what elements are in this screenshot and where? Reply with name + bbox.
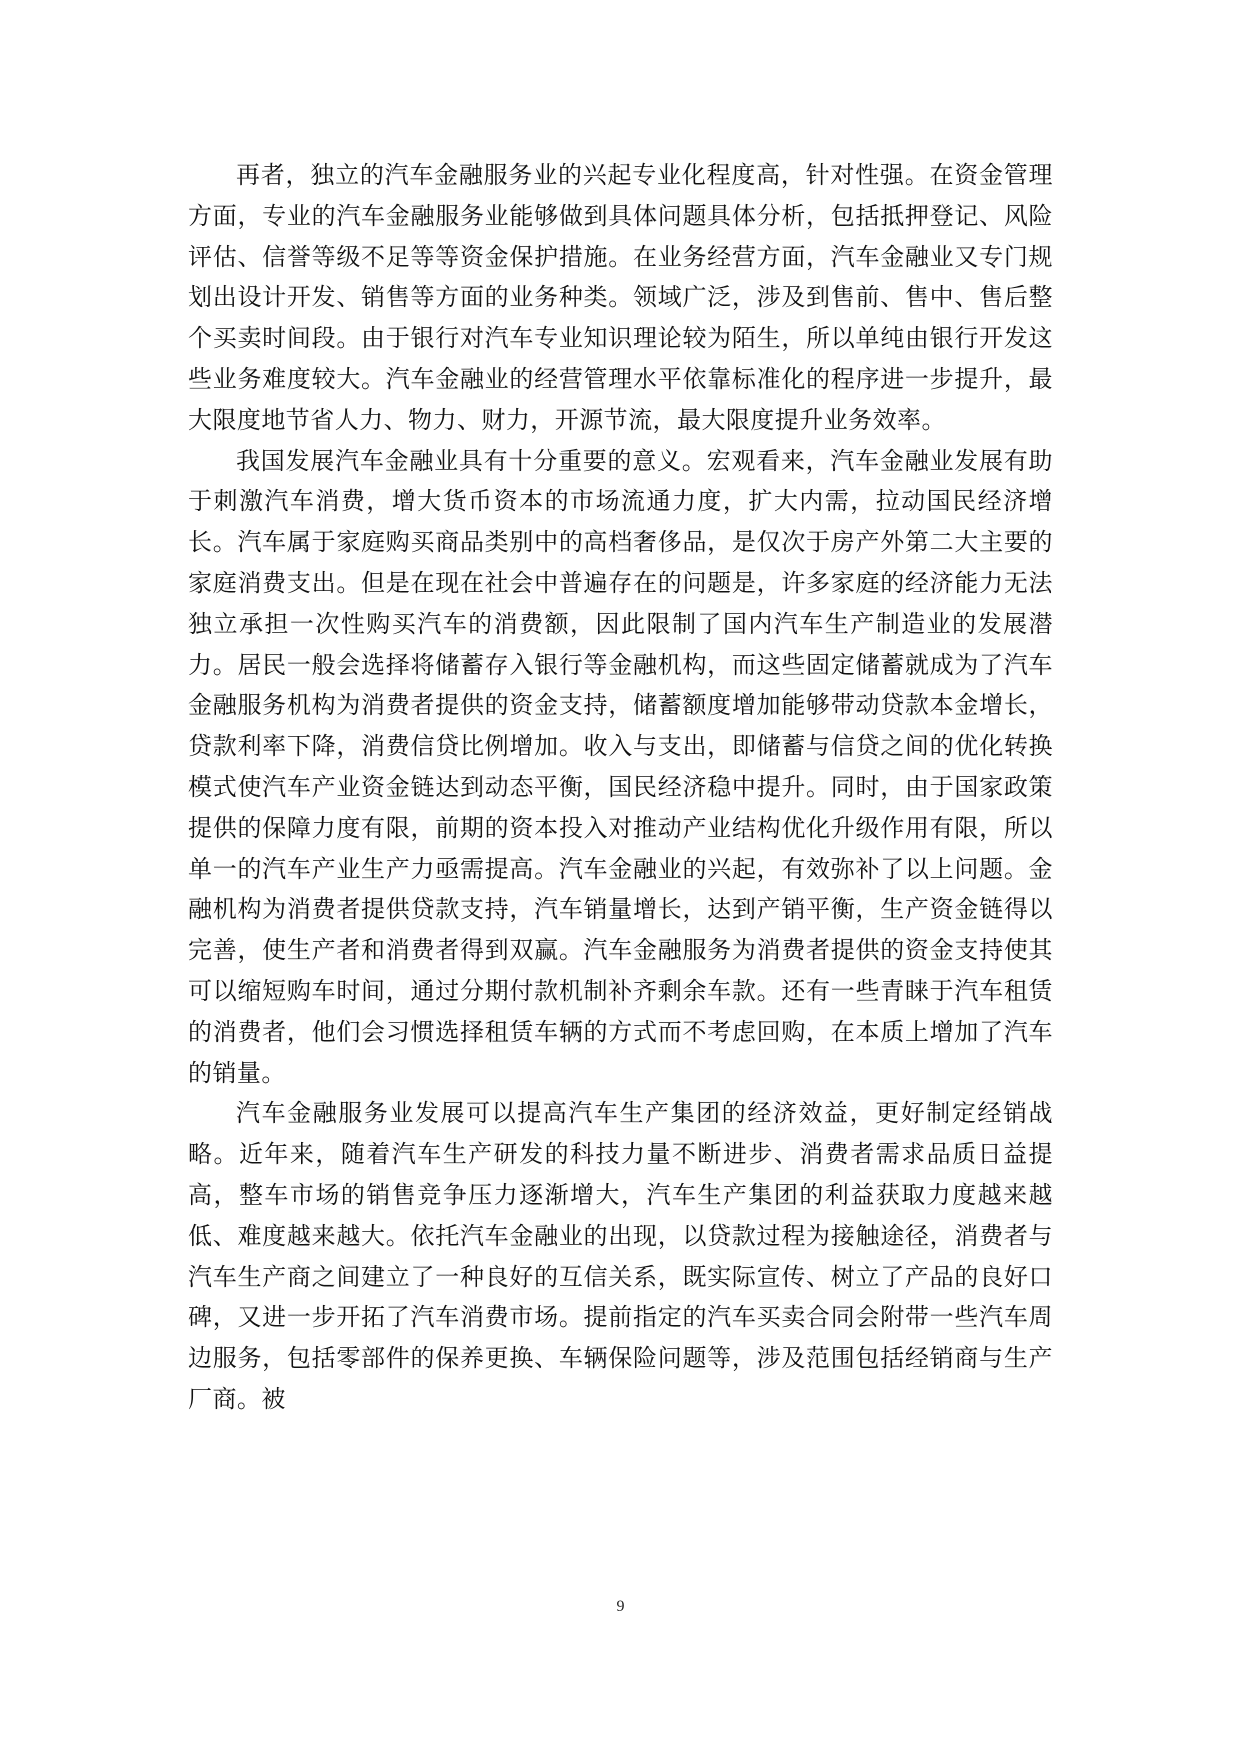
paragraph-1: 再者，独立的汽车金融服务业的兴起专业化程度高，针对性强。在资金管理方面，专业的汽车金融服务业能够做到具体问题具体分析，包括抵押登记、风险评估、信誉等级不足等等资金保护措施。在业务经营方面，汽车金融业又专门规划出设计开发、销售等方面的业务种类。领域广泛，涉及到售前、售中、售后整个买卖时间段。由于银行对汽车专业知识理论较为陌生，所以单纯由银行开发这些业务难度较大。汽车金融业的经营管理水平依靠标准化的程序进一步提升，最大限度地节省人力、物力、财力，开源节流，最大限度提升业务效率。 bbox=[188, 161, 1053, 434]
paragraph-3: 汽车金融服务业发展可以提高汽车生产集团的经济效益，更好制定经销战略。近年来，随着汽车生产研发的科技力量不断进步、消费者需求品质日益提高，整车市场的销售竞争压力逐渐增大，汽车生产集团的利益获取力度越来越低、难度越来越大。依托汽车金融业的出现，以贷款过程为接触途径，消费者与汽车生产商之间建立了一种良好的互信关系，既实际宣传、树立了产品的良好口碑，又进一步开拓了汽车消费市场。提前指定的汽车买卖合同会附带一些汽车周边服务，包括零部件的保养更换、车辆保险问题等，涉及范围包括经销商与生产厂商。被 bbox=[188, 1099, 1053, 1413]
paragraph-2: 我国发展汽车金融业具有十分重要的意义。宏观看来，汽车金融业发展有助于刺激汽车消费，增大货币资本的市场流通力度，扩大内需，拉动国民经济增长。汽车属于家庭购买商品类别中的高档奢侈品，是仅次于房产外第二大主要的家庭消费支出。但是在现在社会中普遍存在的问题是，许多家庭的经济能力无法独立承担一次性购买汽车的消费额，因此限制了国内汽车生产制造业的发展潜力。居民一般会选择将储蓄存入银行等金融机构，而这些固定储蓄就成为了汽车金融服务机构为消费者提供的资金支持，储蓄额度增加能够带动贷款本金增长，贷款利率下降，消费信贷比例增加。收入与支出，即储蓄与信贷之间的优化转换模式使汽车产业资金链达到动态平衡，国民经济稳中提升。同时，由于国家政策提供的保障力度有限，前期的资本投入对推动产业结构优化升级作用有限，所以单一的汽车产业生产力亟需提高。汽车金融业的兴起，有效弥补了以上问题。金融机构为消费者提供贷款支持，汽车销量增长，达到产销平衡，生产资金链得以完善，使生产者和消费者得到双赢。汽车金融服务为消费者提供的资金支持使其可以缩短购车时间，通过分期付款机制补齐剩余车款。还有一些青睐于汽车租赁的消费者，他们会习惯选择租赁车辆的方式而不考虑回购，在本质上增加了汽车的销量。 bbox=[188, 446, 1053, 1087]
body-text bbox=[188, 155, 1053, 1420]
page-number: 9 bbox=[616, 1598, 625, 1615]
